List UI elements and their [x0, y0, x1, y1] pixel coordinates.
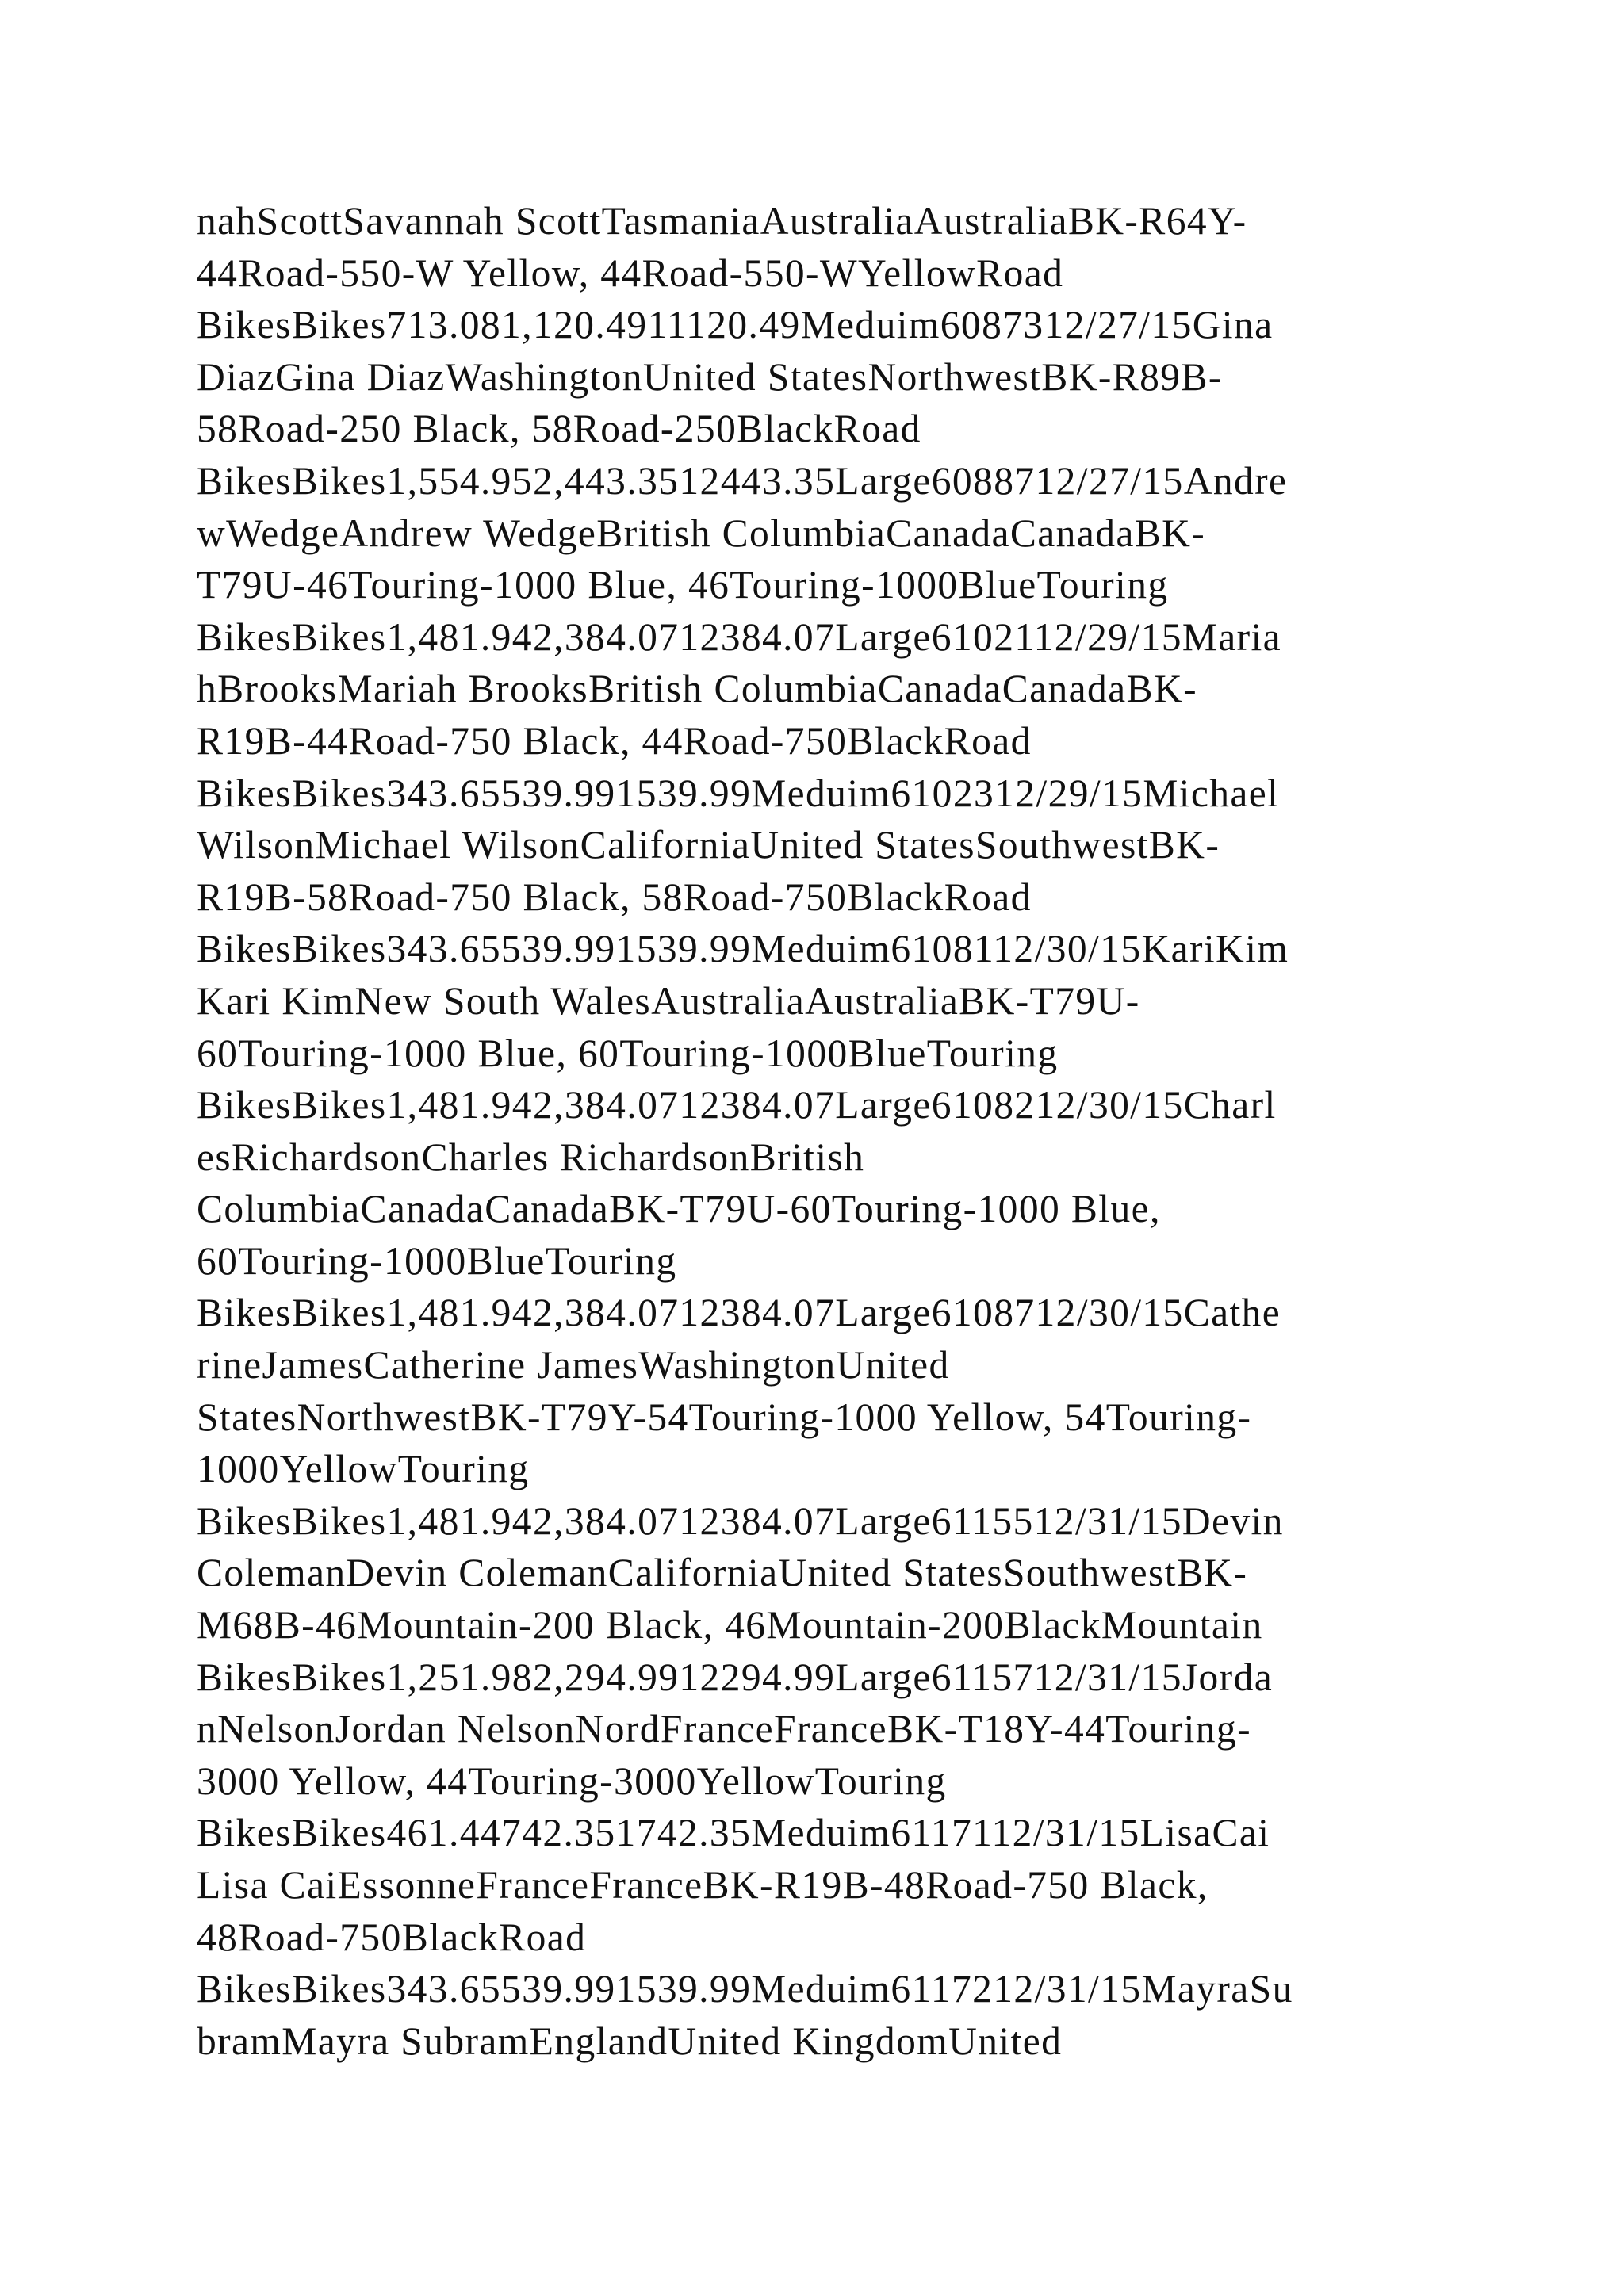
text-line: R19B-58Road-750 Black, 58Road-750BlackRoad [197, 874, 1032, 919]
text-line: hBrooksMariah BrooksBritish ColumbiaCanadaCanadaBK- [197, 667, 1197, 711]
text-line: BikesBikes1,481.942,384.0712384.07Large6115512/31/15Devin [197, 1498, 1284, 1543]
text-line: 60Touring-1000BlueTouring [197, 1238, 677, 1283]
text-line: BikesBikes343.65539.991539.99Meduim6102312/29/15Michael [197, 771, 1280, 815]
text-line: M68B-46Mountain-200 Black, 46Mountain-200BlackMountain [197, 1603, 1263, 1647]
text-line: 44Road-550-W Yellow, 44Road-550-WYellowRoad [197, 251, 1064, 295]
text-line: BikesBikes461.44742.351742.35Meduim6117112/31/15LisaCai [197, 1811, 1270, 1855]
text-line: ColemanDevin ColemanCaliforniaUnited StatesSouthwestBK- [197, 1551, 1248, 1595]
text-line: R19B-44Road-750 Black, 44Road-750BlackRoad [197, 718, 1032, 763]
text-line: T79U-46Touring-1000 Blue, 46Touring-1000BlueTouring [197, 563, 1169, 607]
text-line: 3000 Yellow, 44Touring-3000YellowTouring [197, 1758, 947, 1803]
text-line: wWedgeAndrew WedgeBritish ColumbiaCanadaCanadaBK- [197, 511, 1206, 555]
text-line: bramMayra SubramEnglandUnited KingdomUnited [197, 2019, 1063, 2063]
text-line: BikesBikes713.081,120.4911120.49Meduim6087312/27/15Gina [197, 303, 1274, 347]
text-line: nahScottSavannah ScottTasmaniaAustraliaAustraliaBK-R64Y- [197, 199, 1247, 243]
text-line: Lisa CaiEssonneFranceFranceBK-R19B-48Road-750 Black, [197, 1863, 1208, 1907]
text-line: BikesBikes343.65539.991539.99Meduim6108112/30/15KariKim [197, 927, 1289, 971]
text-line: BikesBikes1,481.942,384.0712384.07Large6102112/29/15Maria [197, 614, 1282, 659]
text-line: rineJamesCatherine JamesWashingtonUnited [197, 1343, 950, 1387]
text-line: DiazGina DiazWashingtonUnited StatesNorthwestBK-R89B- [197, 354, 1223, 399]
text-line: BikesBikes1,481.942,384.0712384.07Large6108212/30/15Charl [197, 1083, 1277, 1127]
text-line: BikesBikes1,554.952,443.3512443.35Large6088712/27/15Andre [197, 458, 1288, 503]
text-line: 48Road-750BlackRoad [197, 1915, 587, 1959]
text-line: BikesBikes1,251.982,294.9912294.99Large6115712/31/15Jorda [197, 1655, 1274, 1699]
text-line: nNelsonJordan NelsonNordFranceFranceBK-T18Y-44Touring- [197, 1707, 1251, 1751]
text-line: BikesBikes1,481.942,384.0712384.07Large6108712/30/15Cathe [197, 1291, 1281, 1335]
text-line: esRichardsonCharles RichardsonBritish [197, 1135, 865, 1179]
text-line: 1000YellowTouring [197, 1447, 530, 1491]
text-line: 58Road-250 Black, 58Road-250BlackRoad [197, 407, 921, 451]
text-line: 60Touring-1000 Blue, 60Touring-1000BlueTouring [197, 1031, 1059, 1075]
text-line: BikesBikes343.65539.991539.99Meduim6117212/31/15MayraSu [197, 1967, 1293, 2011]
text-line: ColumbiaCanadaCanadaBK-T79U-60Touring-1000 Blue, [197, 1187, 1161, 1231]
body-text [197, 195, 1434, 2067]
text-line: WilsonMichael WilsonCaliforniaUnited StatesSouthwestBK- [197, 823, 1220, 867]
text-line: StatesNorthwestBK-T79Y-54Touring-1000 Yellow, 54Touring- [197, 1395, 1252, 1439]
text-line: Kari KimNew South WalesAustraliaAustraliaBK-T79U- [197, 978, 1140, 1023]
